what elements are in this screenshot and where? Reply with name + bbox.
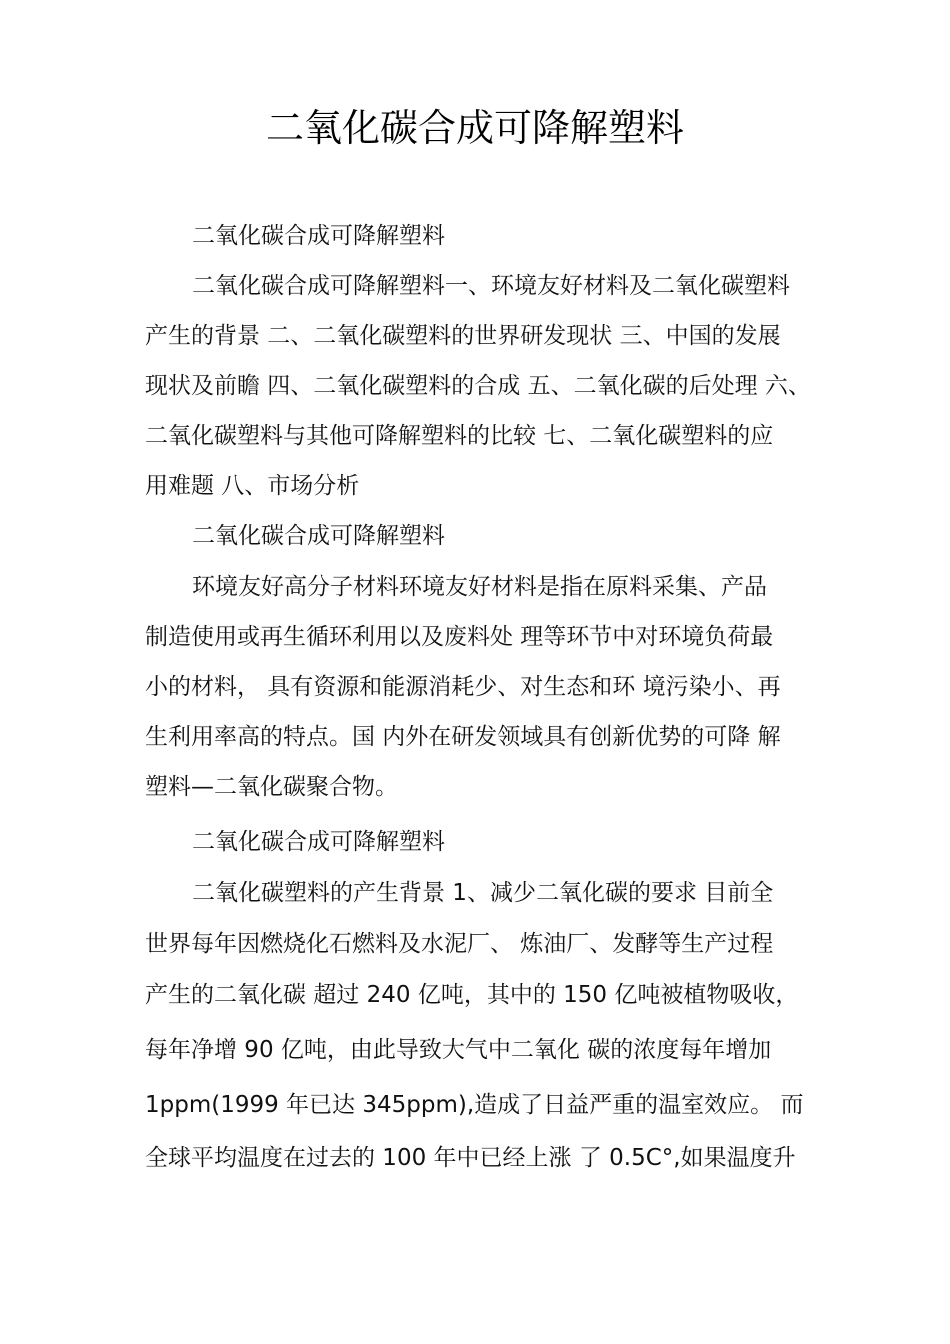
paragraph-heading: 二氧化碳合成可降解塑料	[192, 829, 445, 855]
paragraph-line: 塑料—二氧化碳聚合物。	[145, 774, 398, 800]
paragraph-line: 1ppm(1999 年已达 345ppm),造成了日益严重的温室效应。 而	[145, 1092, 804, 1118]
paragraph-line: 小的材料， 具有资源和能源消耗少、对生态和环 境污染小、再	[145, 674, 781, 700]
paragraph-line: 生利用率高的特点。国 内外在研发领域具有创新优势的可降 解	[145, 724, 781, 750]
paragraph-line: 产生的背景 二、二氧化碳塑料的世界研发现状 三、中国的发展	[145, 323, 781, 349]
paragraph-line: 二氧化碳合成可降解塑料一、环境友好材料及二氧化碳塑料	[192, 273, 790, 299]
paragraph-line: 每年净增 90 亿吨，由此导致大气中二氧化 碳的浓度每年增加	[145, 1037, 772, 1063]
paragraph-line: 产生的二氧化碳 超过 240 亿吨，其中的 150 亿吨被植物吸收，	[145, 982, 799, 1008]
paragraph-heading: 二氧化碳合成可降解塑料	[192, 223, 445, 249]
paragraph-line: 世界每年因燃烧化石燃料及水泥厂、 炼油厂、发酵等生产过程	[145, 931, 774, 957]
paragraph-line: 二氧化碳塑料的产生背景 1、减少二氧化碳的要求 目前全	[192, 880, 774, 906]
paragraph-line: 现状及前瞻 四、二氧化碳塑料的合成 五、二氧化碳的后处理 六、	[145, 373, 811, 399]
paragraph-heading: 二氧化碳合成可降解塑料	[192, 523, 445, 549]
document-title: 二氧化碳合成可降解塑料	[265, 106, 684, 150]
paragraph-line: 用难题 八、市场分析	[145, 473, 360, 499]
paragraph-line: 全球平均温度在过去的 100 年中已经上涨 了 0.5C°,如果温度升	[145, 1145, 796, 1171]
paragraph-line: 二氧化碳塑料与其他可降解塑料的比较 七、二氧化碳塑料的应	[145, 423, 774, 449]
paragraph-line: 环境友好高分子材料环境友好材料是指在原料采集、产品	[192, 574, 767, 600]
paragraph-line: 制造使用或再生循环利用以及废料处 理等环节中对环境负荷最	[145, 624, 774, 650]
